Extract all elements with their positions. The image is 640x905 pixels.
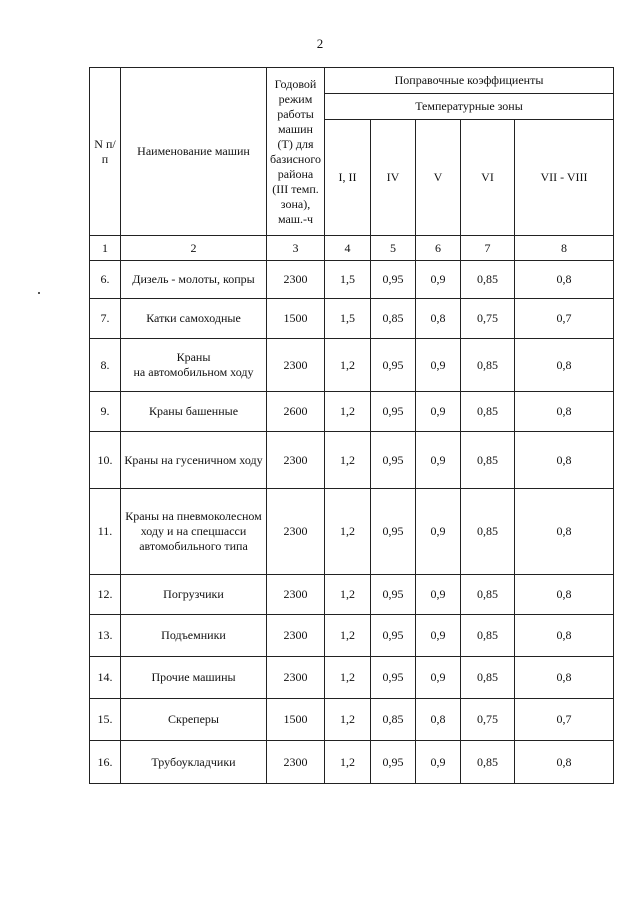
- coef-zone-5: 0,8: [416, 699, 461, 741]
- scan-speck: [38, 292, 40, 294]
- coef-zone-7-8: 0,8: [515, 657, 614, 699]
- table-row: [90, 741, 614, 784]
- annual-mode: 2300: [267, 432, 325, 489]
- header-row-1: [90, 68, 614, 94]
- table-row: [90, 489, 614, 575]
- coef-zone-4: 0,95: [371, 657, 416, 699]
- coef-zone-1-2: 1,2: [325, 575, 371, 615]
- coef-zone-5: 0,9: [416, 615, 461, 657]
- annual-mode: 2300: [267, 339, 325, 392]
- coef-zone-1-2: 1,2: [325, 741, 371, 784]
- coef-zone-5: 0,9: [416, 657, 461, 699]
- coef-zone-1-2: 1,2: [325, 615, 371, 657]
- row-number: 9.: [90, 392, 121, 432]
- coef-zone-5: 0,9: [416, 392, 461, 432]
- coef-zone-5: 0,8: [416, 299, 461, 339]
- header-coef-group: Поправочные коэффициенты: [325, 68, 614, 94]
- table-row: [90, 657, 614, 699]
- table-row: [90, 261, 614, 299]
- coef-zone-7-8: 0,8: [515, 615, 614, 657]
- machine-name: Краны на пневмоколесном ходу и на спецшасси автомобильного типа: [121, 489, 267, 575]
- header-zone: V: [416, 120, 461, 236]
- coef-zone-4: 0,95: [371, 615, 416, 657]
- header-zone: IV: [371, 120, 416, 236]
- machine-name: Катки самоходные: [121, 299, 267, 339]
- header-zone: VII - VIII: [515, 120, 614, 236]
- coef-zone-1-2: 1,2: [325, 432, 371, 489]
- machine-name: Скреперы: [121, 699, 267, 741]
- machine-name: Краны на автомобильном ходу: [121, 339, 267, 392]
- row-number: 6.: [90, 261, 121, 299]
- coef-zone-6: 0,75: [461, 299, 515, 339]
- header-zone: I, II: [325, 120, 371, 236]
- machine-name: Дизель - молоты, копры: [121, 261, 267, 299]
- machine-name: Трубоукладчики: [121, 741, 267, 784]
- coef-zone-6: 0,85: [461, 575, 515, 615]
- coef-zone-1-2: 1,5: [325, 261, 371, 299]
- coef-zone-6: 0,85: [461, 741, 515, 784]
- row-number: 16.: [90, 741, 121, 784]
- coef-zone-6: 0,85: [461, 339, 515, 392]
- coef-zone-6: 0,75: [461, 699, 515, 741]
- annual-mode: 2600: [267, 392, 325, 432]
- header-zones-group: Температурные зоны: [325, 94, 614, 120]
- machine-name: Подъемники: [121, 615, 267, 657]
- annual-mode: 1500: [267, 299, 325, 339]
- coef-zone-6: 0,85: [461, 489, 515, 575]
- coef-zone-1-2: 1,5: [325, 299, 371, 339]
- page-number: 2: [316, 36, 324, 51]
- col-number: 3: [267, 236, 325, 261]
- coef-zone-4: 0,95: [371, 392, 416, 432]
- row-number: 8.: [90, 339, 121, 392]
- machine-name: Краны башенные: [121, 392, 267, 432]
- coef-zone-5: 0,9: [416, 741, 461, 784]
- header-zone: VI: [461, 120, 515, 236]
- coef-zone-5: 0,9: [416, 489, 461, 575]
- coef-zone-7-8: 0,8: [515, 392, 614, 432]
- annual-mode: 2300: [267, 261, 325, 299]
- coef-zone-5: 0,9: [416, 432, 461, 489]
- row-number: 10.: [90, 432, 121, 489]
- coef-zone-4: 0,95: [371, 489, 416, 575]
- machine-name: Краны на гусеничном ходу: [121, 432, 267, 489]
- coef-zone-1-2: 1,2: [325, 699, 371, 741]
- coef-zone-1-2: 1,2: [325, 339, 371, 392]
- col-number: 1: [90, 236, 121, 261]
- coef-zone-7-8: 0,8: [515, 261, 614, 299]
- coef-zone-7-8: 0,7: [515, 699, 614, 741]
- coef-zone-6: 0,85: [461, 657, 515, 699]
- coefficients-table: [89, 67, 614, 784]
- row-number: 15.: [90, 699, 121, 741]
- col-number: 7: [461, 236, 515, 261]
- table-row: [90, 339, 614, 392]
- coef-zone-7-8: 0,8: [515, 741, 614, 784]
- annual-mode: 2300: [267, 575, 325, 615]
- machine-name: Погрузчики: [121, 575, 267, 615]
- table-row: [90, 392, 614, 432]
- coef-zone-4: 0,85: [371, 699, 416, 741]
- col-number: 5: [371, 236, 416, 261]
- col-number: 8: [515, 236, 614, 261]
- row-number: 13.: [90, 615, 121, 657]
- table-row: [90, 432, 614, 489]
- coef-zone-4: 0,85: [371, 299, 416, 339]
- coef-zone-5: 0,9: [416, 261, 461, 299]
- coef-zone-4: 0,95: [371, 575, 416, 615]
- table-row: [90, 699, 614, 741]
- annual-mode: 2300: [267, 741, 325, 784]
- coef-zone-6: 0,85: [461, 261, 515, 299]
- coef-zone-1-2: 1,2: [325, 489, 371, 575]
- coef-zone-7-8: 0,7: [515, 299, 614, 339]
- coef-zone-1-2: 1,2: [325, 392, 371, 432]
- coef-zone-6: 0,85: [461, 615, 515, 657]
- annual-mode: 2300: [267, 657, 325, 699]
- coef-zone-7-8: 0,8: [515, 575, 614, 615]
- coef-zone-7-8: 0,8: [515, 432, 614, 489]
- header-name: Наименование машин: [121, 68, 267, 236]
- table-row: [90, 299, 614, 339]
- col-number: 2: [121, 236, 267, 261]
- coef-zone-7-8: 0,8: [515, 339, 614, 392]
- coef-zone-1-2: 1,2: [325, 657, 371, 699]
- coef-zone-7-8: 0,8: [515, 489, 614, 575]
- column-number-row: [90, 236, 614, 261]
- coef-zone-4: 0,95: [371, 741, 416, 784]
- coef-zone-5: 0,9: [416, 575, 461, 615]
- row-number: 14.: [90, 657, 121, 699]
- annual-mode: 2300: [267, 489, 325, 575]
- coef-zone-5: 0,9: [416, 339, 461, 392]
- row-number: 11.: [90, 489, 121, 575]
- coef-zone-6: 0,85: [461, 432, 515, 489]
- coef-zone-4: 0,95: [371, 261, 416, 299]
- header-num: N п/п: [90, 68, 121, 236]
- header-mode: Годовой режим работы машин (Т) для базисного района (III темп. зона), маш.-ч: [267, 68, 325, 236]
- coef-zone-4: 0,95: [371, 432, 416, 489]
- row-number: 12.: [90, 575, 121, 615]
- row-number: 7.: [90, 299, 121, 339]
- col-number: 4: [325, 236, 371, 261]
- coef-zone-6: 0,85: [461, 392, 515, 432]
- table-row: [90, 615, 614, 657]
- annual-mode: 1500: [267, 699, 325, 741]
- col-number: 6: [416, 236, 461, 261]
- annual-mode: 2300: [267, 615, 325, 657]
- machine-name: Прочие машины: [121, 657, 267, 699]
- coef-zone-4: 0,95: [371, 339, 416, 392]
- table-row: [90, 575, 614, 615]
